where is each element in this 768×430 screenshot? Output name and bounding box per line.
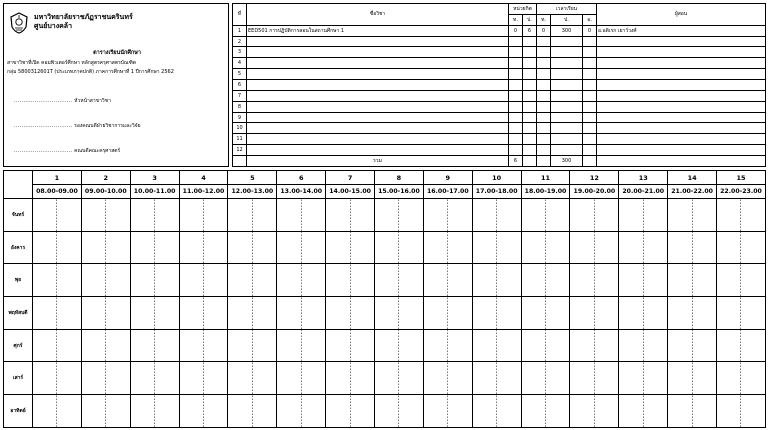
schedule-cell bbox=[179, 231, 228, 264]
period-time: 13.00-14.00 bbox=[277, 185, 326, 199]
schedule-cell bbox=[717, 329, 766, 362]
table-cell bbox=[537, 112, 551, 123]
schedule-cell bbox=[326, 362, 375, 395]
schedule-cell bbox=[717, 395, 766, 428]
period-number: 13 bbox=[619, 171, 668, 185]
header-panel bbox=[3, 3, 229, 167]
table-cell bbox=[509, 134, 523, 145]
table-cell bbox=[583, 123, 597, 134]
schedule-cell bbox=[326, 264, 375, 297]
table-cell bbox=[523, 69, 537, 80]
schedule-cell bbox=[130, 199, 179, 232]
table-cell bbox=[537, 47, 551, 58]
corner-cell bbox=[4, 171, 33, 199]
schedule-cell bbox=[277, 395, 326, 428]
schedule-cell bbox=[81, 395, 130, 428]
sub-header: ป. bbox=[523, 14, 537, 25]
total-cell bbox=[523, 156, 537, 167]
timetable bbox=[3, 170, 766, 428]
day-label: ศุกร์ bbox=[4, 329, 33, 362]
signature-dean bbox=[14, 147, 120, 155]
schedule-cell bbox=[228, 329, 277, 362]
schedule-cell bbox=[717, 231, 766, 264]
schedule-cell bbox=[33, 264, 82, 297]
schedule-cell bbox=[81, 329, 130, 362]
group-line: กลุ่ม 5800312601T (ประเภทภาคปกติ) ภาคการศึกษาที่ 1 ปีการศึกษา 2562 bbox=[7, 69, 174, 75]
period-number: 10 bbox=[472, 171, 521, 185]
schedule-cell bbox=[472, 199, 521, 232]
schedule-cell bbox=[423, 199, 472, 232]
period-time: 22.00-23.00 bbox=[717, 185, 766, 199]
table-cell bbox=[583, 69, 597, 80]
table-cell: 2 bbox=[233, 36, 247, 47]
table-cell bbox=[597, 145, 766, 156]
table-cell bbox=[523, 145, 537, 156]
table-cell: 8 bbox=[233, 101, 247, 112]
schedule-cell bbox=[81, 297, 130, 330]
table-cell bbox=[551, 101, 583, 112]
period-number: 9 bbox=[423, 171, 472, 185]
schedule-cell bbox=[277, 362, 326, 395]
table-row bbox=[233, 25, 766, 36]
table-cell: 11 bbox=[233, 134, 247, 145]
day-label: พฤหัสบดี bbox=[4, 297, 33, 330]
schedule-cell bbox=[423, 264, 472, 297]
table-cell bbox=[509, 36, 523, 47]
schedule-cell bbox=[277, 199, 326, 232]
schedule-cell bbox=[33, 395, 82, 428]
schedule-cell bbox=[326, 329, 375, 362]
period-time: 20.00-21.00 bbox=[619, 185, 668, 199]
period-number: 8 bbox=[375, 171, 424, 185]
table-row bbox=[233, 90, 766, 101]
table-cell bbox=[509, 58, 523, 69]
schedule-cell bbox=[326, 231, 375, 264]
schedule-cell bbox=[228, 297, 277, 330]
table-row bbox=[233, 58, 766, 69]
schedule-cell bbox=[423, 297, 472, 330]
period-time: 15.00-16.00 bbox=[375, 185, 424, 199]
schedule-cell bbox=[472, 231, 521, 264]
schedule-cell bbox=[81, 199, 130, 232]
table-cell bbox=[537, 90, 551, 101]
table-cell: 6 bbox=[523, 25, 537, 36]
schedule-cell bbox=[130, 297, 179, 330]
table-cell: 12 bbox=[233, 145, 247, 156]
table-row bbox=[233, 80, 766, 91]
schedule-cell bbox=[33, 231, 82, 264]
signature-label: รองคณบดีฝ่ายวิชาการและวิจัย bbox=[74, 123, 141, 129]
period-number: 2 bbox=[81, 171, 130, 185]
schedule-cell bbox=[717, 199, 766, 232]
schedule-cell bbox=[619, 297, 668, 330]
table-cell bbox=[551, 90, 583, 101]
signature-dots: ............................... bbox=[14, 148, 73, 154]
schedule-cell bbox=[375, 395, 424, 428]
schedule-cell bbox=[179, 395, 228, 428]
table-cell bbox=[537, 134, 551, 145]
schedule-cell bbox=[81, 231, 130, 264]
table-cell bbox=[537, 58, 551, 69]
table-cell bbox=[583, 101, 597, 112]
table-row bbox=[233, 123, 766, 134]
day-row bbox=[4, 297, 766, 330]
schedule-cell bbox=[228, 231, 277, 264]
table-cell bbox=[523, 80, 537, 91]
table-cell bbox=[247, 80, 509, 91]
schedule-cell bbox=[472, 329, 521, 362]
period-time: 12.00-13.00 bbox=[228, 185, 277, 199]
table-cell bbox=[597, 36, 766, 47]
day-label: พุธ bbox=[4, 264, 33, 297]
period-number: 7 bbox=[326, 171, 375, 185]
period-number: 12 bbox=[570, 171, 619, 185]
total-cell: 300 bbox=[551, 156, 583, 167]
schedule-cell bbox=[179, 329, 228, 362]
period-number: 14 bbox=[668, 171, 717, 185]
schedule-cell bbox=[668, 231, 717, 264]
schedule-cell bbox=[33, 199, 82, 232]
schedule-cell bbox=[521, 231, 570, 264]
schedule-cell bbox=[277, 231, 326, 264]
schedule-cell bbox=[668, 362, 717, 395]
schedule-cell bbox=[619, 264, 668, 297]
university-name bbox=[34, 13, 133, 31]
schedule-cell bbox=[228, 264, 277, 297]
table-cell bbox=[523, 101, 537, 112]
table-cell bbox=[597, 58, 766, 69]
day-label: เสาร์ bbox=[4, 362, 33, 395]
sub-header: ท. bbox=[537, 14, 551, 25]
signature-deputy bbox=[14, 122, 141, 130]
table-cell bbox=[537, 36, 551, 47]
table-row bbox=[233, 69, 766, 80]
table-cell: 9 bbox=[233, 112, 247, 123]
schedule-cell bbox=[472, 395, 521, 428]
table-cell bbox=[247, 123, 509, 134]
table-cell bbox=[597, 47, 766, 58]
period-number: 3 bbox=[130, 171, 179, 185]
period-time: 11.00-12.00 bbox=[179, 185, 228, 199]
schedule-cell bbox=[717, 297, 766, 330]
day-row bbox=[4, 199, 766, 232]
table-row bbox=[233, 134, 766, 145]
table-cell bbox=[597, 123, 766, 134]
schedule-cell bbox=[668, 329, 717, 362]
period-time: 10.00-11.00 bbox=[130, 185, 179, 199]
schedule-cell bbox=[619, 395, 668, 428]
day-label: อังคาร bbox=[4, 231, 33, 264]
schedule-cell bbox=[521, 329, 570, 362]
table-cell bbox=[583, 134, 597, 145]
schedule-cell bbox=[570, 231, 619, 264]
signature-head bbox=[14, 97, 111, 105]
period-number: 11 bbox=[521, 171, 570, 185]
schedule-cell bbox=[423, 395, 472, 428]
period-time: 08.00-09.00 bbox=[33, 185, 82, 199]
col-hours-header: เวลาเรียน bbox=[537, 4, 597, 15]
table-cell bbox=[551, 123, 583, 134]
table-cell bbox=[509, 145, 523, 156]
table-cell bbox=[551, 80, 583, 91]
col-credit-header: หน่วยกิต bbox=[509, 4, 537, 15]
total-row bbox=[233, 156, 766, 167]
table-row bbox=[233, 47, 766, 58]
table-row bbox=[233, 112, 766, 123]
table-cell bbox=[247, 112, 509, 123]
day-row bbox=[4, 264, 766, 297]
table-cell bbox=[551, 36, 583, 47]
schedule-cell bbox=[668, 199, 717, 232]
schedule-cell bbox=[717, 362, 766, 395]
table-row bbox=[233, 145, 766, 156]
schedule-cell bbox=[228, 362, 277, 395]
table-cell bbox=[583, 90, 597, 101]
period-time: 18.00-19.00 bbox=[521, 185, 570, 199]
schedule-cell bbox=[130, 362, 179, 395]
schedule-cell bbox=[33, 297, 82, 330]
schedule-cell bbox=[130, 395, 179, 428]
schedule-cell bbox=[619, 329, 668, 362]
schedule-cell bbox=[33, 329, 82, 362]
day-row bbox=[4, 231, 766, 264]
schedule-cell bbox=[668, 264, 717, 297]
table-cell bbox=[597, 112, 766, 123]
table-cell bbox=[247, 69, 509, 80]
table-cell: อ.อดิเรก เยาว์วงศ์ bbox=[597, 25, 766, 36]
table-cell bbox=[597, 101, 766, 112]
sub-header: อ. bbox=[583, 14, 597, 25]
table-cell bbox=[583, 36, 597, 47]
day-label: อาทิตย์ bbox=[4, 395, 33, 428]
period-number: 4 bbox=[179, 171, 228, 185]
table-cell: 7 bbox=[233, 90, 247, 101]
table-cell bbox=[551, 47, 583, 58]
period-time: 21.00-22.00 bbox=[668, 185, 717, 199]
table-cell bbox=[523, 123, 537, 134]
schedule-cell bbox=[521, 264, 570, 297]
schedule-cell bbox=[570, 395, 619, 428]
schedule-cell bbox=[668, 297, 717, 330]
table-cell bbox=[523, 47, 537, 58]
schedule-cell bbox=[423, 329, 472, 362]
schedule-cell bbox=[81, 264, 130, 297]
schedule-cell bbox=[423, 231, 472, 264]
period-time: 09.00-10.00 bbox=[81, 185, 130, 199]
schedule-cell bbox=[179, 297, 228, 330]
schedule-cell bbox=[375, 329, 424, 362]
table-cell bbox=[583, 58, 597, 69]
schedule-cell bbox=[619, 231, 668, 264]
schedule-cell bbox=[375, 362, 424, 395]
col-teacher-header: ผู้สอน bbox=[597, 4, 766, 26]
table-cell bbox=[551, 112, 583, 123]
sub-header: ป. bbox=[551, 14, 583, 25]
period-number: 1 bbox=[33, 171, 82, 185]
schedule-cell bbox=[423, 362, 472, 395]
schedule-cell bbox=[521, 297, 570, 330]
table-cell: 4 bbox=[233, 58, 247, 69]
signature-dots: ............................... bbox=[14, 123, 73, 129]
schedule-cell bbox=[81, 362, 130, 395]
col-no-header: ที่ bbox=[233, 4, 247, 26]
schedule-cell bbox=[375, 231, 424, 264]
table-cell: 6 bbox=[233, 80, 247, 91]
schedule-cell bbox=[228, 199, 277, 232]
signature-label: หัวหน้าสาขาวิชา bbox=[74, 98, 111, 104]
schedule-cell bbox=[326, 395, 375, 428]
schedule-cell bbox=[375, 297, 424, 330]
total-cell bbox=[233, 156, 247, 167]
table-cell bbox=[523, 36, 537, 47]
col-name-header: ชื่อวิชา bbox=[247, 4, 509, 26]
schedule-cell bbox=[472, 264, 521, 297]
campus-name: ศูนย์บางคล้า bbox=[34, 22, 73, 30]
day-label: จันทร์ bbox=[4, 199, 33, 232]
schedule-cell bbox=[472, 297, 521, 330]
schedule-cell bbox=[179, 264, 228, 297]
table-cell bbox=[509, 47, 523, 58]
table-cell bbox=[583, 80, 597, 91]
period-time: 17.00-18.00 bbox=[472, 185, 521, 199]
table-cell bbox=[523, 134, 537, 145]
period-time: 16.00-17.00 bbox=[423, 185, 472, 199]
table-cell: 3 bbox=[233, 47, 247, 58]
schedule-cell bbox=[570, 329, 619, 362]
schedule-cell bbox=[521, 395, 570, 428]
total-cell: 6 bbox=[509, 156, 523, 167]
table-cell bbox=[537, 123, 551, 134]
schedule-cell bbox=[619, 362, 668, 395]
table-cell bbox=[597, 90, 766, 101]
signature-dots: ............................... bbox=[14, 98, 73, 104]
schedule-cell bbox=[521, 362, 570, 395]
day-row bbox=[4, 362, 766, 395]
table-cell bbox=[247, 134, 509, 145]
schedule-cell bbox=[619, 199, 668, 232]
schedule-cell bbox=[326, 297, 375, 330]
table-cell bbox=[523, 112, 537, 123]
total-cell bbox=[583, 156, 597, 167]
table-cell: 0 bbox=[583, 25, 597, 36]
table-cell bbox=[551, 134, 583, 145]
period-number: 6 bbox=[277, 171, 326, 185]
schedule-cell bbox=[130, 264, 179, 297]
table-cell bbox=[247, 47, 509, 58]
table-cell: 0 bbox=[537, 25, 551, 36]
table-cell bbox=[523, 90, 537, 101]
table-cell bbox=[583, 145, 597, 156]
table-cell bbox=[509, 123, 523, 134]
schedule-cell bbox=[228, 395, 277, 428]
schedule-cell bbox=[179, 362, 228, 395]
course-table bbox=[232, 3, 766, 167]
table-cell bbox=[247, 58, 509, 69]
table-cell bbox=[537, 80, 551, 91]
day-row bbox=[4, 395, 766, 428]
table-cell bbox=[551, 58, 583, 69]
table-cell bbox=[551, 145, 583, 156]
schedule-cell bbox=[130, 231, 179, 264]
table-cell bbox=[597, 134, 766, 145]
university-logo-icon bbox=[9, 12, 29, 34]
table-cell bbox=[247, 36, 509, 47]
schedule-cell bbox=[570, 264, 619, 297]
total-cell bbox=[597, 156, 766, 167]
table-cell bbox=[509, 101, 523, 112]
schedule-cell bbox=[717, 264, 766, 297]
table-cell bbox=[537, 145, 551, 156]
period-time: 14.00-15.00 bbox=[326, 185, 375, 199]
schedule-cell bbox=[33, 362, 82, 395]
table-cell bbox=[597, 69, 766, 80]
total-cell: รวม bbox=[247, 156, 509, 167]
table-cell: 1 bbox=[233, 25, 247, 36]
schedule-cell bbox=[472, 362, 521, 395]
table-cell: 300 bbox=[551, 25, 583, 36]
schedule-cell bbox=[570, 297, 619, 330]
day-row bbox=[4, 329, 766, 362]
table-cell: 0 bbox=[509, 25, 523, 36]
table-cell bbox=[523, 58, 537, 69]
period-number: 5 bbox=[228, 171, 277, 185]
table-cell bbox=[583, 47, 597, 58]
schedule-cell bbox=[570, 362, 619, 395]
sub-header: ท. bbox=[509, 14, 523, 25]
schedule-cell bbox=[375, 264, 424, 297]
schedule-cell bbox=[277, 297, 326, 330]
table-cell: EED501 การปฏิบัติการสอนในสถานศึกษา 1 bbox=[247, 25, 509, 36]
schedule-cell bbox=[130, 329, 179, 362]
table-cell bbox=[509, 69, 523, 80]
schedule-cell bbox=[570, 199, 619, 232]
table-cell bbox=[537, 101, 551, 112]
table-row bbox=[233, 101, 766, 112]
schedule-cell bbox=[277, 264, 326, 297]
table-cell bbox=[583, 112, 597, 123]
table-cell: 10 bbox=[233, 123, 247, 134]
table-cell bbox=[509, 90, 523, 101]
table-cell bbox=[597, 80, 766, 91]
table-cell bbox=[247, 101, 509, 112]
period-time: 19.00-20.00 bbox=[570, 185, 619, 199]
table-cell bbox=[551, 69, 583, 80]
table-cell bbox=[509, 112, 523, 123]
period-number: 15 bbox=[717, 171, 766, 185]
schedule-cell bbox=[277, 329, 326, 362]
signature-label: คณบดีคณะครุศาสตร์ bbox=[74, 148, 121, 154]
schedule-cell bbox=[668, 395, 717, 428]
schedule-cell bbox=[326, 199, 375, 232]
university-title: มหาวิทยาลัยราชภัฏราชนครินทร์ bbox=[34, 13, 133, 21]
schedule-cell bbox=[521, 199, 570, 232]
schedule-cell bbox=[375, 199, 424, 232]
table-cell bbox=[247, 90, 509, 101]
table-cell bbox=[509, 80, 523, 91]
table-cell bbox=[247, 145, 509, 156]
program-line: สาขาวิชาที่เปิด คอมพิวเตอร์ศึกษา หลักสูตรครุศาสตรบัณฑิต bbox=[7, 60, 136, 66]
table-cell bbox=[537, 69, 551, 80]
table-row bbox=[233, 36, 766, 47]
page-title: ตารางเรียนนักศึกษา bbox=[93, 50, 141, 56]
table-cell: 5 bbox=[233, 69, 247, 80]
schedule-cell bbox=[179, 199, 228, 232]
total-cell bbox=[537, 156, 551, 167]
